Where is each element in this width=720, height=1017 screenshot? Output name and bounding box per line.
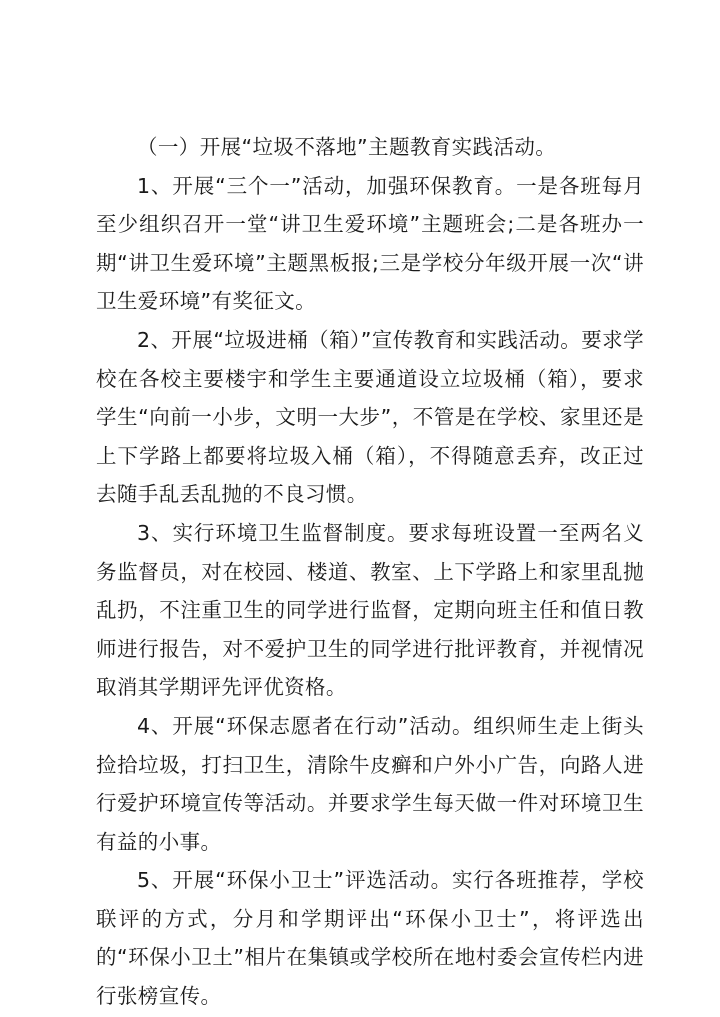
paragraph-2: 2、开展“垃圾进桶（箱）”宣传教育和实践活动。要求学校在各校主要楼宇和学生主要通道设立垃圾桶（箱），要求学生“向前一小步，文明一大步”，不管是在学校、家里还是上下学路上都要将垃圾入桶（箱），不得随意丢弃，改正过去随手乱丢乱抛的不良习惯。 (96, 327, 644, 507)
paragraph-5: 5、开展“环保小卫士”评选活动。实行各班推荐，学校联评的方式，分月和学期评出“环保小卫士”，将评选出的“环保小卫土”相片在集镇或学校所在地村委会宣传栏内进行张榜宣传。 (96, 868, 644, 1009)
document-body (96, 128, 644, 1016)
section-heading: （一）开展“垃圾不落地”主题教育实践活动。 (137, 135, 557, 159)
paragraph-4: 4、开展“环保志愿者在行动”活动。组织师生走上街头捡拾垃圾，打扫卫生，清除牛皮癣和户外小广告，向路人进行爱护环境宣传等活动。并要求学生每天做一件对环境卫生有益的小事。 (96, 713, 644, 854)
paragraph-3: 3、实行环境卫生监督制度。要求每班设置一至两名义务监督员，对在校园、楼道、教室、上下学路上和家里乱抛乱扔，不注重卫生的同学进行监督，定期向班主任和值日教师进行报告，对不爱护卫生的同学进行批评教育，并视情况取消其学期评先评优资格。 (96, 520, 644, 700)
paragraph-1: 1、开展“三个一”活动，加强环保教育。一是各班每月至少组织召开一堂“讲卫生爱环境”主题班会;二是各班办一期“讲卫生爱环境”主题黑板报;三是学校分年级开展一次“讲卫生爱环境”有奖征文。 (96, 173, 644, 314)
